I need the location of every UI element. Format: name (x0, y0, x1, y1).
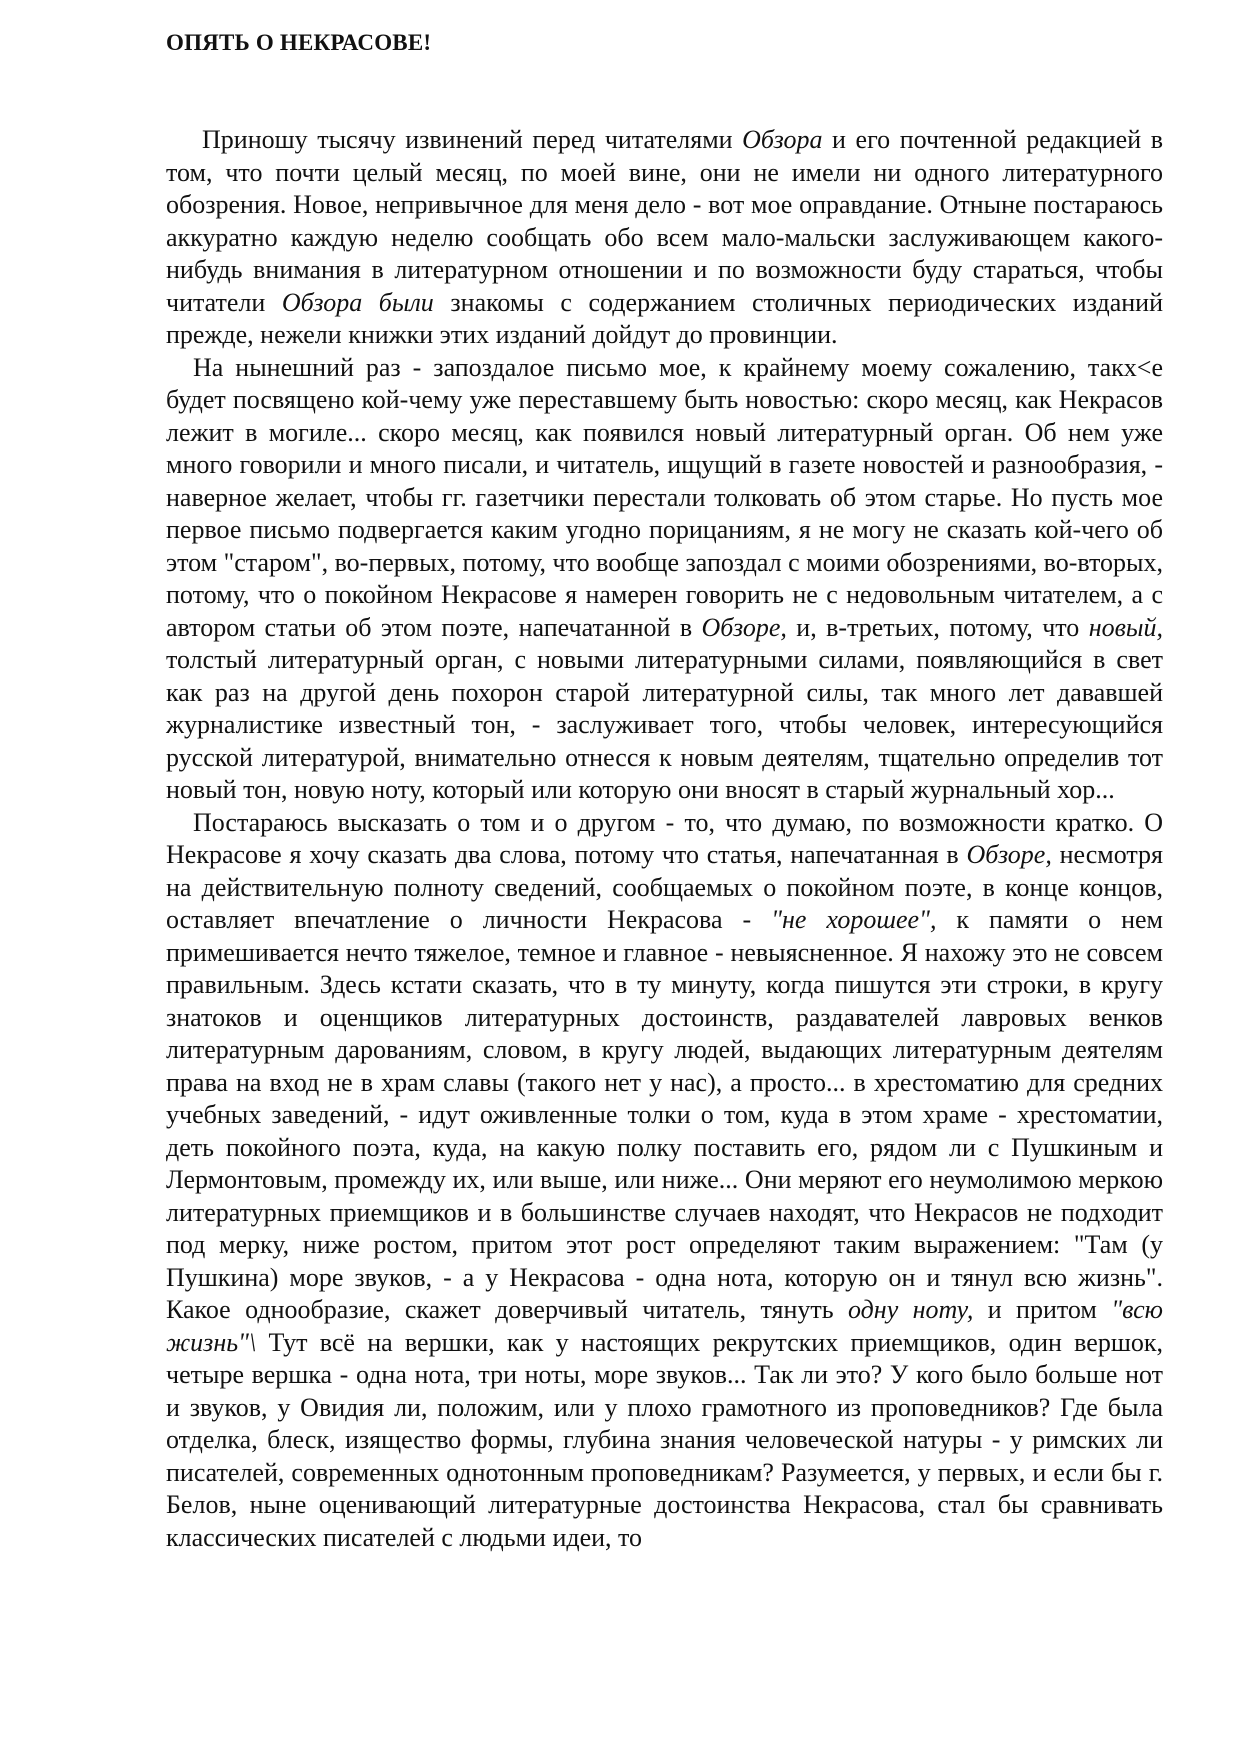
text-segment: толстый литературный орган, с новыми литературными силами, появляющийся в свет как раз на другой день похорон старой литературной силы, так много лет дававшей журналистике известный тон, - заслуживает того, чтобы человек, интересующийся русской литературой, внимательно отнесся к новым деятелям, тщательно определив тот новый тон, новую ноту, который или которую они вносят в старый журнальный хор... (166, 645, 1163, 804)
paragraph (166, 124, 1163, 352)
text-segment: Постараюсь высказать о том и о другом - то, что думаю, по возможности кратко. О Некрасове я хочу сказать два слова, потому что статья, напечатанная в (166, 807, 1163, 869)
italic-text-segment: Обзора были (281, 287, 434, 317)
text-segment: Приношу тысячу извинений перед читателями (202, 125, 743, 154)
text-segment: и, в-третьих, потому, что (786, 612, 1089, 642)
italic-text-segment: Обзоре, (966, 840, 1052, 869)
italic-text-segment: "не хорошее", (771, 905, 937, 934)
paragraph (166, 807, 1163, 1555)
text-segment: несмотря на действительную полноту сведений, сообщаемых о покойном поэте, в конце концов, оставляет впечатление о личности Некрасова - (166, 840, 1164, 934)
paragraph (166, 352, 1163, 807)
italic-text-segment: Обзоре, (701, 612, 787, 642)
text-segment: к памяти о нем примешивается нечто тяжелое, темное и главное - невыясненное. Я нахожу это не совсем правильным. Здесь кстати сказать, что в ту минуту, когда пишутся эти строки, в кругу знатоков и оценщиков литературных достоинств, раздавателей лавровых венков литературным дарованиям, словом, в кругу людей, выдающих литературным деятелям права на вход не в храм славы (такого нет у нас), а просто... в хрестоматию для средних учебных заведений, - идут оживленные толки о том, куда в этом храме - хрестоматии, деть покойного поэта, куда, на какую полку поставить его, рядом ли с Пушкиным и Лермонтовым, промежду их, или выше, или ниже... Они меряют его неумолимою меркою литературных приемщиков и в большинстве случаев находят, что Некрасов не подходит под мерку, ниже ростом, притом этот рост определяют таким выражением: "Там (у Пушкина) море звуков, - а у Некрасова - одна нота, которую он и тянул всю жизнь". Какое однообразие, скажет доверчивый читатель, тянуть (166, 905, 1163, 1324)
text-segment: и притом (973, 1295, 1112, 1324)
italic-text-segment: новый, (1088, 612, 1164, 642)
text-segment: и его почтенной редакцией в том, что почти целый месяц, по моей вине, они не имели ни одного литературного обозрения. Новое, непривычное для меня дело - вот мое оправдание. Отныне постараюсь аккуратно каждую неделю сообщать обо всем мало-мальски заслуживающем какого-нибудь внимания в литературном отношении и по возможности буду стараться, чтобы читатели (166, 125, 1163, 317)
text-segment: знакомы с содержанием столичных периодических изданий прежде, нежели книжки этих изданий дойдут до провинции. (166, 287, 1163, 349)
text-segment: Тут всё на вершки, как у настоящих рекрутских приемщиков, один вершок, четыре вершка - одна нота, три ноты, море звуков... Так ли это? У кого было больше нот и звуков, у Овидия ли, положим, или у плохо грамотного из проповедников? Где была отделка, блеск, изящество формы, глубина знания человеческой натуры - у римских ли писателей, современных однотонным проповедникам? Разумеется, у первых, и если бы г. Белов, ныне оценивающий литературные достоинства Некрасова, стал бы сравнивать классических писателей с людьми идеи, то (166, 1327, 1163, 1552)
italic-text-segment: "всю жизнь"\ (166, 1295, 1163, 1357)
article-body (166, 124, 1163, 1554)
text-segment: На нынешний раз - запоздалое письмо мое, к крайнему моему сожалению, такх<е будет посвящено кой-чему уже переставшему быть новостью: скоро месяц, как Некрасов лежит в могиле... скоро месяц, как появился новый литературный орган. Об нем уже много говорили и много писали, и читатель, ищущий в газете новостей и разнообразия, - наверное желает, чтобы гг. газетчики перестали толковать об этом старье. Но пусть мое первое письмо подвергается каким угодно порицаниям, я не могу не сказать кой-чего об этом "старом", во-первых, потому, что вообще запоздал с моими обозрениями, во-вторых, потому, что о покойном Некрасове я намерен говорить не с недовольным читателем, а с автором статьи об этом поэте, напечатанной в (166, 352, 1163, 642)
page-title: ОПЯТЬ О НЕКРАСОВЕ! (166, 30, 432, 55)
italic-text-segment: одну ноту, (847, 1295, 974, 1324)
italic-text-segment: Обзора (742, 125, 823, 154)
